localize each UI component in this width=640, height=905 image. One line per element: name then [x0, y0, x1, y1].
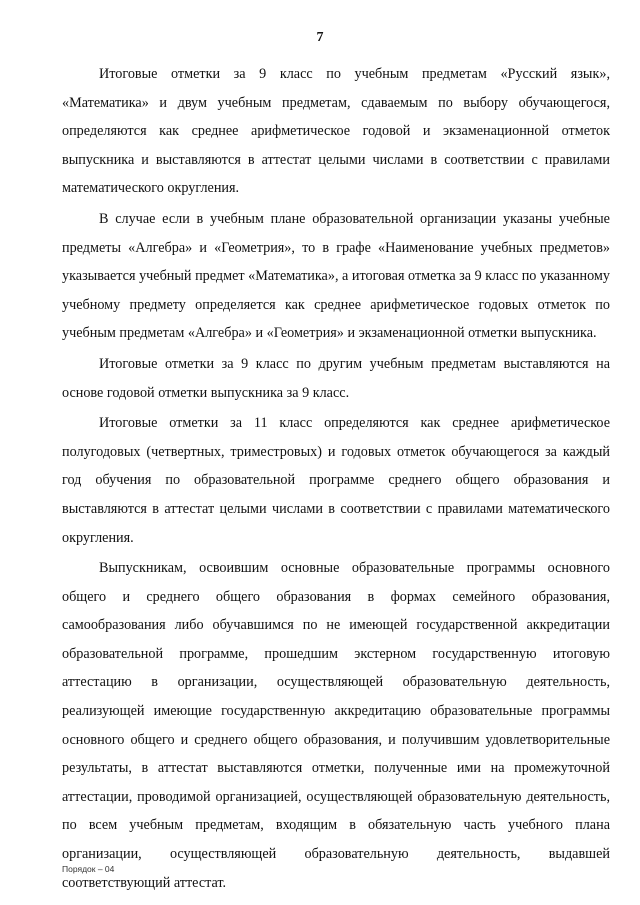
footer-label: Порядок – 04: [62, 864, 115, 874]
body-text: [62, 60, 610, 899]
paragraph-final-grades-11: Итоговые отметки за 11 класс определяются как среднее арифметическое полугодовых (четвертных, триместровых) и годовых отметок обучающегося за каждый год обучения по образовательной программе среднего общего образования и выставляются в аттестат целыми числами в соответствии с правилами математического округления.: [62, 415, 610, 546]
paragraph-final-grades-9-other: Итоговые отметки за 9 класс по другим учебным предметам выставляются на основе годовой отметки выпускника за 9 класс.: [62, 355, 610, 401]
paragraph-external-graduates: Выпускникам, освоившим основные образовательные программы основного общего и среднего общего образования в формах семейного образования, самообразования либо обучавшимся по не имеющей государственной аккредитации образовательной программе, прошедшим экстерном государственную итоговую аттестацию в организации, осуществляющей образовательную деятельность, реализующей имеющие государственную аккредитацию образовательные программы основного общего и среднего общего образования, и получившим удовлетворительные результаты, в аттестат выставляются отметки, полученные ими на промежуточной аттестации, проводимой организацией, осуществляющей образовательную деятельность, по всем учебным предметам, входящим в обязательную часть учебного плана организации, осуществляющей образовательную деятельность, выдавшей соответствующий аттестат.: [62, 560, 610, 891]
paragraph-algebra-geometry: В случае если в учебным плане образовательной организации указаны учебные предметы «Алгебра» и «Геометрия», то в графе «Наименование учебных предметов» указывается учебный предмет «Математика», а итоговая отметка за 9 класс по указанному учебному предмету определяется как среднее арифметическое годовых отметок по учебным предметам «Алгебра» и «Геометрия» и экзаменационной отметки выпускника.: [62, 210, 610, 342]
page-number: 7: [316, 30, 324, 45]
paragraph-final-grades-9-russian-math: Итоговые отметки за 9 класс по учебным предметам «Русский язык», «Математика» и двум учебным предметам, сдаваемым по выбору обучающегося, определяются как среднее арифметическое годовой и экзаменационной отметок выпускника и выставляются в аттестат целыми числами в соответствии с правилами математического округления.: [62, 66, 610, 197]
